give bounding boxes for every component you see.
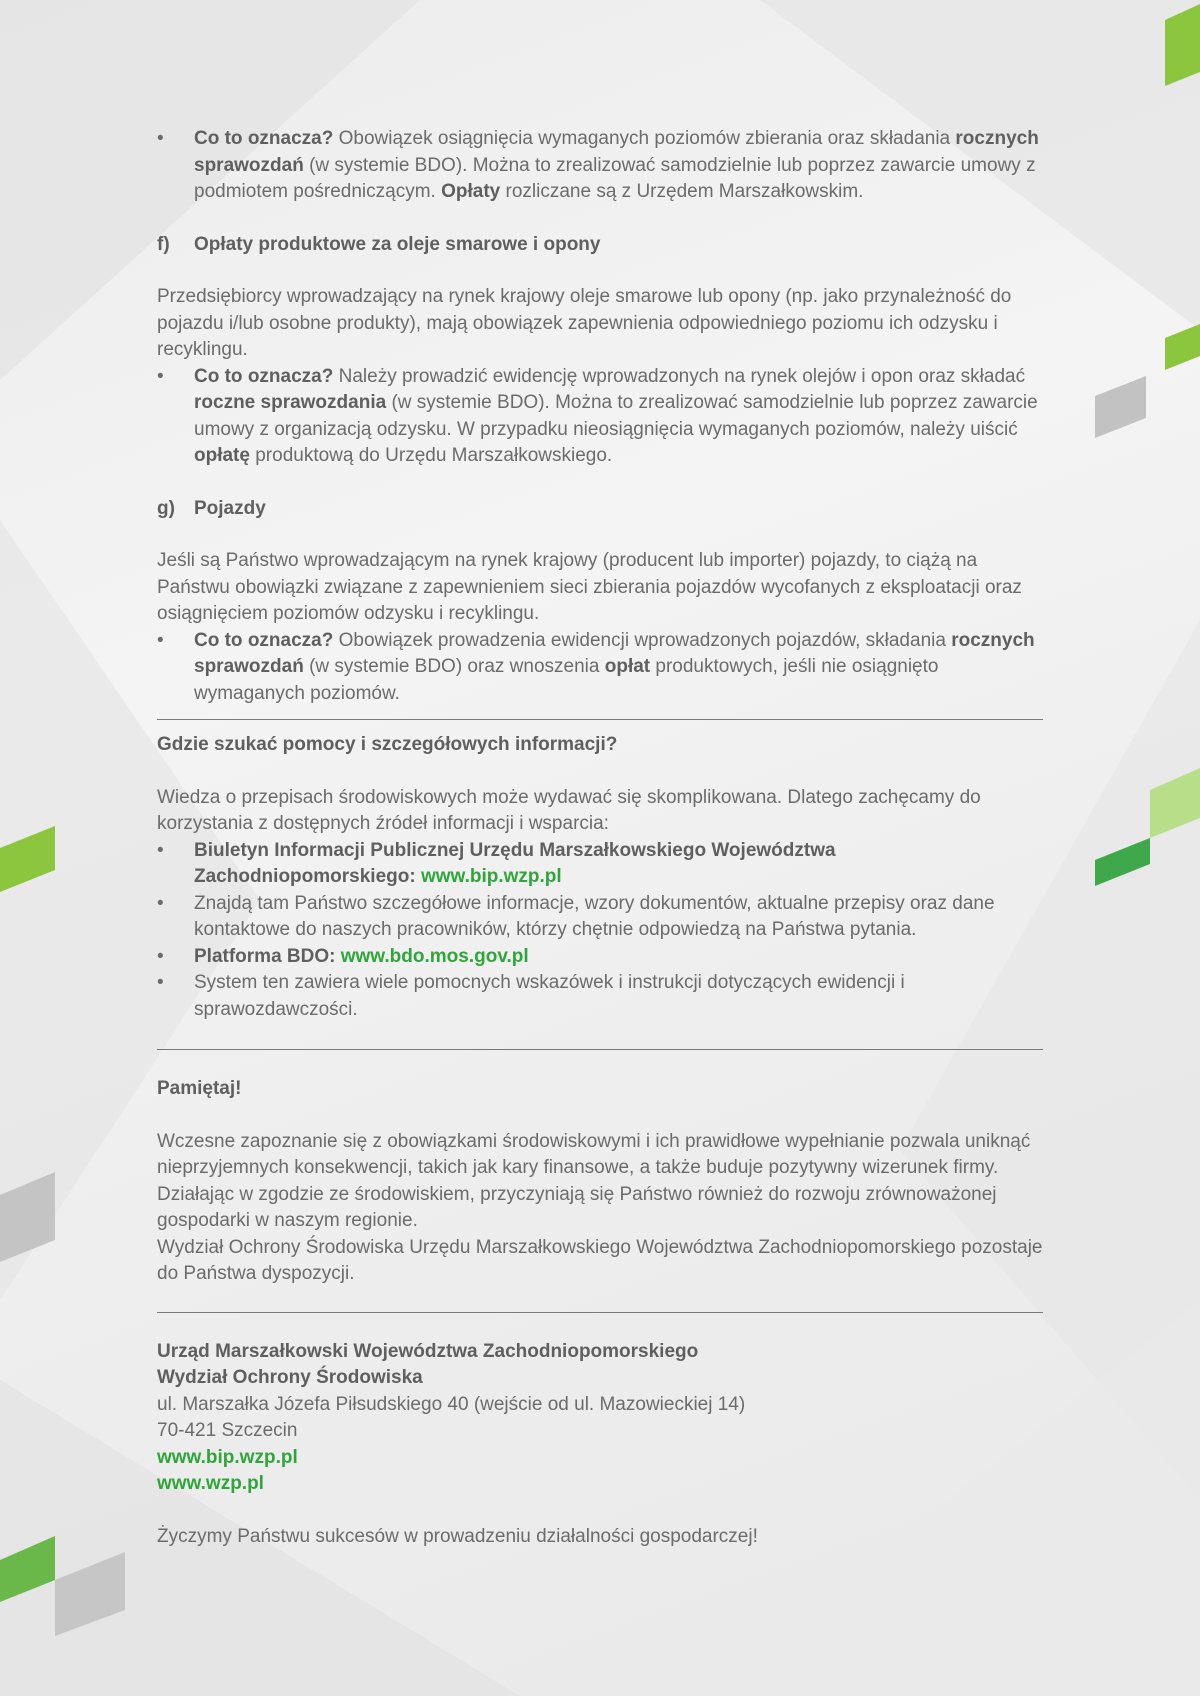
list-item: • Biuletyn Informacji Publicznej Urzędu Marszałkowskiego Województwa Zachodniopomorskiego: www.bip.wzp.pl bbox=[157, 838, 1043, 891]
list-item: • Co to oznacza? Obowiązek osiągnięcia wymaganych poziomów zbierania oraz składania rocznych sprawozdań (w systemie BDO). Można to zrealizować samodzielnie lub poprzez zawarcie umowy z podmiotem pośredniczącym. Opłaty rozliczane są z Urzędem Marszałkowskim. bbox=[157, 126, 1043, 206]
bullet-list bbox=[157, 628, 1043, 708]
help-list bbox=[157, 838, 1043, 1024]
paragraph: Jeśli są Państwo wprowadzającym na rynek krajowy (producent lub importer) pojazdy, to ciążą na Państwu obowiązki związane z zapewnieniem sieci zbierania pojazdów wycofanych z eksploatacji oraz osiągnięciem poziomów odzysku i recyklingu. bbox=[157, 550, 1022, 624]
contact-city: 70-421 Szczecin bbox=[157, 1420, 298, 1441]
paragraph: Przedsiębiorcy wprowadzający na rynek krajowy oleje smarowe lub opony (np. jako przynależność do pojazdu i/lub osobne produkty), mają obowiązek zapewnienia odpowiedniego poziomu ich odzysku i recyklingu. bbox=[157, 286, 1012, 360]
closing-text: Życzymy Państwu sukcesów w prowadzeniu działalności gospodarczej! bbox=[157, 1525, 758, 1547]
list-item: • Co to oznacza? Obowiązek prowadzenia ewidencji wprowadzonych pojazdów, składania rocznych sprawozdań (w systemie BDO) oraz wnoszenia opłat produktowych, jeśli nie osiągnięto wymaganych poziomów. bbox=[157, 628, 1043, 708]
list-item: • System ten zawiera wiele pomocnych wskazówek i instrukcji dotyczących ewidencji i sprawozdawczości. bbox=[157, 970, 1043, 1023]
bullet-list bbox=[157, 126, 1043, 206]
contact-dept: Wydział Ochrony Środowiska bbox=[157, 1367, 423, 1388]
section-heading-g: g) Pojazdy bbox=[157, 497, 266, 519]
paragraph: Wczesne zapoznanie się z obowiązkami środowiskowymi i ich prawidłowe wypełnianie pozwala uniknąć nieprzyjemnych konsekwencji, takich jak kary finansowe, a także buduje pozytywny wizerunek firmy. Działając w zgodzie ze środowiskiem, przyczyniają się Państwo również do rozwoju zrównoważonej gospodarki w naszym regionie. bbox=[157, 1130, 1031, 1231]
bip-link[interactable]: www.bip.wzp.pl bbox=[420, 866, 562, 887]
bullet-list bbox=[157, 364, 1043, 470]
list-item: • Platforma BDO: www.bdo.mos.gov.pl bbox=[157, 944, 1043, 971]
document-page bbox=[157, 126, 1043, 1550]
list-item: • Znajdą tam Państwo szczegółowe informacje, wzory dokumentów, aktualne przepisy oraz dane kontaktowe do naszych pracowników, którzy chętnie odpowiedzą na Państwa pytania. bbox=[157, 891, 1043, 944]
contact-org: Urząd Marszałkowski Województwa Zachodniopomorskiego bbox=[157, 1340, 699, 1362]
contact-link-wzp[interactable]: www.wzp.pl bbox=[157, 1473, 264, 1494]
paragraph: Wydział Ochrony Środowiska Urzędu Marszałkowskiego Województwa Zachodniopomorskiego pozostaje do Państwa dyspozycji. bbox=[157, 1236, 1043, 1284]
contact-link-bip[interactable]: www.bip.wzp.pl bbox=[157, 1446, 298, 1468]
contact-street: ul. Marszałka Józefa Piłsudskiego 40 (wejście od ul. Mazowieckiej 14) bbox=[157, 1393, 746, 1415]
bdo-link[interactable]: www.bdo.mos.gov.pl bbox=[340, 945, 529, 967]
list-item: • Co to oznacza? Należy prowadzić ewidencję wprowadzonych na rynek olejów i opon oraz składać roczne sprawozdania (w systemie BDO). Można to zrealizować samodzielnie lub poprzez zawarcie umowy z organizacją odzysku. W przypadku nieosiągnięcia wymaganych poziomów, należy uiścić opłatę produktową do Urzędu Marszałkowskiego. bbox=[157, 364, 1043, 470]
remember-heading: Pamiętaj! bbox=[157, 1078, 242, 1099]
help-heading: Gdzie szukać pomocy i szczegółowych informacji? bbox=[157, 734, 618, 755]
paragraph: Wiedza o przepisach środowiskowych może wydawać się skomplikowana. Dlatego zachęcamy do korzystania z dostępnych źródeł informacji i wsparcia: bbox=[157, 786, 981, 834]
section-heading-f: f) Opłaty produktowe za oleje smarowe i opony bbox=[157, 233, 601, 255]
